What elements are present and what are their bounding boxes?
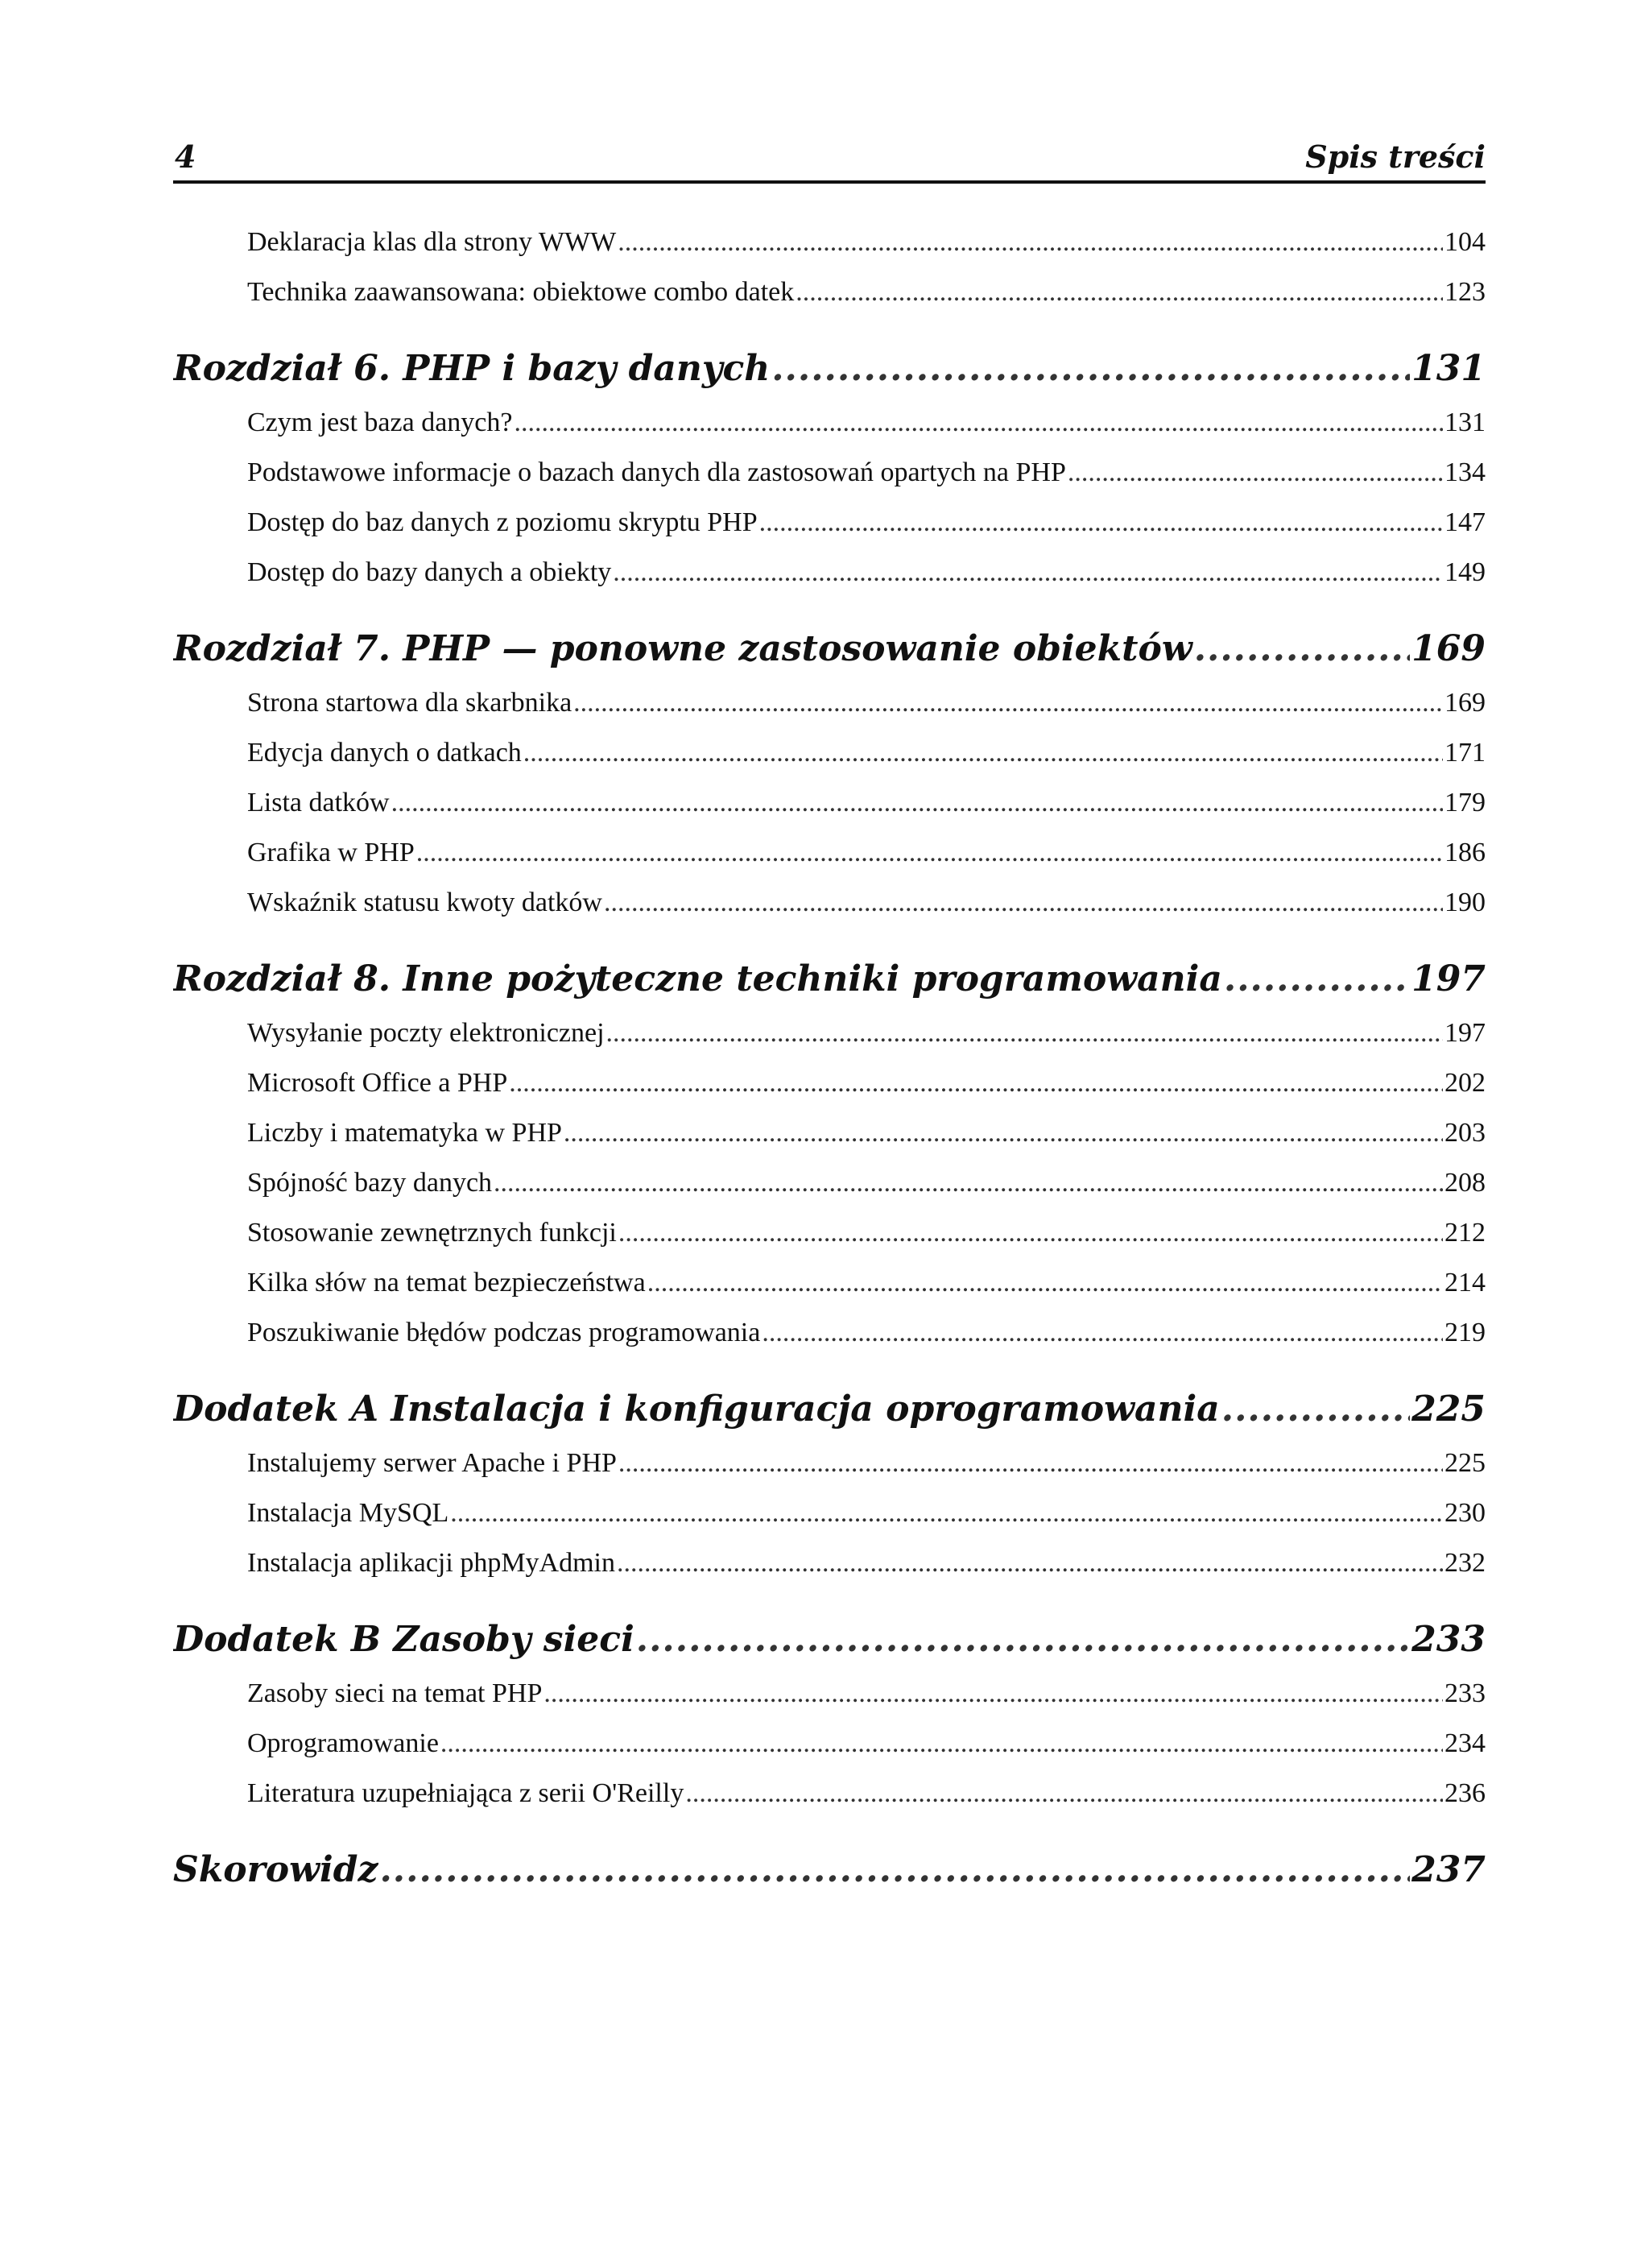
toc-entry xyxy=(247,888,1486,937)
dot-leader xyxy=(1224,958,1410,999)
toc-entry xyxy=(247,1168,1486,1218)
page-ref: 202 xyxy=(1444,1068,1486,1098)
page-ref: 230 xyxy=(1444,1498,1486,1528)
toc-chapter xyxy=(173,348,1486,408)
dot-leader xyxy=(573,688,1443,718)
toc-entry xyxy=(247,1318,1486,1368)
page-ref: 214 xyxy=(1444,1268,1486,1297)
page-ref: 208 xyxy=(1444,1168,1486,1198)
dot-leader xyxy=(509,1068,1443,1099)
toc-entry xyxy=(247,1118,1486,1168)
toc-entry xyxy=(247,1498,1486,1548)
dot-leader xyxy=(523,738,1443,768)
entry-title: Technika zaawansowana: obiektowe combo datek xyxy=(247,277,795,307)
entry-title: Spójność bazy danych xyxy=(247,1168,493,1198)
toc-entry xyxy=(247,557,1486,607)
running-title: Spis treści xyxy=(1305,139,1486,175)
dot-leader xyxy=(494,1168,1443,1198)
toc-entry xyxy=(247,227,1486,277)
page-ref: 149 xyxy=(1444,557,1486,587)
entry-title: Deklaracja klas dla strony WWW xyxy=(247,227,617,257)
dot-leader xyxy=(771,348,1410,389)
entry-title: Wskaźnik statusu kwoty datków xyxy=(247,888,602,917)
toc-chapter xyxy=(173,958,1486,1018)
entry-title: Instalujemy serwer Apache i PHP xyxy=(247,1448,617,1478)
page-ref: 190 xyxy=(1444,888,1486,917)
chapter-title: Rozdział 6. PHP i bazy danych xyxy=(173,348,771,389)
dot-leader xyxy=(606,1018,1443,1049)
toc-entry xyxy=(247,688,1486,738)
page-ref: 225 xyxy=(1411,1389,1486,1430)
toc-entry xyxy=(247,277,1486,327)
toc-chapter xyxy=(173,628,1486,688)
dot-leader xyxy=(762,1318,1443,1348)
page-ref: 169 xyxy=(1444,688,1486,718)
page-number: 4 xyxy=(175,139,196,175)
dot-leader xyxy=(379,1849,1410,1890)
toc-entry xyxy=(247,1548,1486,1598)
dot-leader xyxy=(564,1118,1443,1148)
page-ref: 237 xyxy=(1411,1849,1486,1890)
dot-leader xyxy=(685,1778,1443,1809)
page-ref: 203 xyxy=(1444,1118,1486,1148)
entry-title: Microsoft Office a PHP xyxy=(247,1068,508,1098)
entry-title: Stosowanie zewnętrznych funkcji xyxy=(247,1218,617,1248)
dot-leader xyxy=(1221,1389,1410,1430)
page-ref: 104 xyxy=(1444,227,1486,257)
toc-entry xyxy=(247,1728,1486,1778)
entry-title: Czym jest baza danych? xyxy=(247,408,513,437)
toc-entry xyxy=(247,1218,1486,1268)
toc-entry xyxy=(247,1068,1486,1118)
entry-title: Literatura uzupełniająca z serii O'Reilly xyxy=(247,1778,684,1808)
entry-title: Grafika w PHP xyxy=(247,838,415,867)
dot-leader xyxy=(1194,628,1410,669)
dot-leader xyxy=(617,1548,1443,1579)
entry-title: Strona startowa dla skarbnika xyxy=(247,688,572,718)
page-ref: 197 xyxy=(1444,1018,1486,1048)
entry-title: Instalacja MySQL xyxy=(247,1498,449,1528)
entry-title: Dostęp do baz danych z poziomu skryptu PHP xyxy=(247,507,758,537)
dot-leader xyxy=(613,557,1443,588)
entry-title: Podstawowe informacje o bazach danych dla zastosowań opartych na PHP xyxy=(247,457,1066,487)
page-ref: 147 xyxy=(1444,507,1486,537)
chapter-title: Rozdział 7. PHP — ponowne zastosowanie obiektów xyxy=(173,628,1192,669)
page-ref: 234 xyxy=(1444,1728,1486,1758)
table-of-contents xyxy=(173,227,1486,1909)
toc-entry xyxy=(247,1268,1486,1318)
dot-leader xyxy=(618,1448,1443,1479)
chapter-title: Dodatek B Zasoby sieci xyxy=(173,1619,634,1660)
toc-entry xyxy=(247,507,1486,557)
dot-leader xyxy=(759,507,1443,538)
entry-title: Dostęp do bazy danych a obiekty xyxy=(247,557,612,587)
chapter-title: Dodatek A Instalacja i konfiguracja oprogramowania xyxy=(173,1389,1220,1430)
page-ref: 212 xyxy=(1444,1218,1486,1248)
toc-entry xyxy=(247,457,1486,507)
toc-chapter xyxy=(173,1619,1486,1678)
toc-entry xyxy=(247,788,1486,838)
toc-entry xyxy=(247,738,1486,788)
dot-leader xyxy=(618,227,1443,258)
toc-entry xyxy=(247,1018,1486,1068)
page-ref: 123 xyxy=(1444,277,1486,307)
entry-title: Instalacja aplikacji phpMyAdmin xyxy=(247,1548,615,1578)
page-ref: 186 xyxy=(1444,838,1486,867)
toc-entry xyxy=(247,1778,1486,1828)
entry-title: Oprogramowanie xyxy=(247,1728,439,1758)
dot-leader xyxy=(618,1218,1443,1248)
entry-title: Lista datków xyxy=(247,788,390,817)
entry-title: Wysyłanie poczty elektronicznej xyxy=(247,1018,605,1048)
entry-title: Poszukiwanie błędów podczas programowania xyxy=(247,1318,761,1347)
dot-leader xyxy=(450,1498,1443,1529)
chapter-title: Rozdział 8. Inne pożyteczne techniki programowania xyxy=(173,958,1222,999)
toc-chapter xyxy=(173,1389,1486,1448)
toc-entry xyxy=(247,408,1486,457)
page-ref: 131 xyxy=(1444,408,1486,437)
page-ref: 236 xyxy=(1444,1778,1486,1808)
page-ref: 169 xyxy=(1411,628,1486,669)
entry-title: Edycja danych o datkach xyxy=(247,738,522,768)
toc-entry xyxy=(247,838,1486,888)
dot-leader xyxy=(440,1728,1443,1759)
dot-leader xyxy=(543,1678,1443,1709)
page-ref: 197 xyxy=(1411,958,1486,999)
chapter-title: Skorowidz xyxy=(173,1849,378,1890)
dot-leader xyxy=(416,838,1443,868)
toc-entry xyxy=(247,1448,1486,1498)
entry-title: Liczby i matematyka w PHP xyxy=(247,1118,562,1148)
page-ref: 233 xyxy=(1444,1678,1486,1708)
dot-leader xyxy=(1068,457,1443,488)
dot-leader xyxy=(514,408,1443,438)
entry-title: Zasoby sieci na temat PHP xyxy=(247,1678,543,1708)
dot-leader xyxy=(796,277,1443,308)
page-ref: 179 xyxy=(1444,788,1486,817)
dot-leader xyxy=(604,888,1443,918)
page-ref: 232 xyxy=(1444,1548,1486,1578)
toc-entry xyxy=(247,1678,1486,1728)
page-ref: 171 xyxy=(1444,738,1486,768)
page-ref: 219 xyxy=(1444,1318,1486,1347)
dot-leader xyxy=(391,788,1443,818)
page-ref: 134 xyxy=(1444,457,1486,487)
dot-leader xyxy=(647,1268,1443,1298)
dot-leader xyxy=(636,1619,1410,1660)
page-header xyxy=(173,134,1486,184)
page-ref: 225 xyxy=(1444,1448,1486,1478)
page-ref: 233 xyxy=(1411,1619,1486,1660)
toc-chapter xyxy=(173,1849,1486,1909)
page-ref: 131 xyxy=(1411,348,1486,389)
entry-title: Kilka słów na temat bezpieczeństwa xyxy=(247,1268,646,1297)
